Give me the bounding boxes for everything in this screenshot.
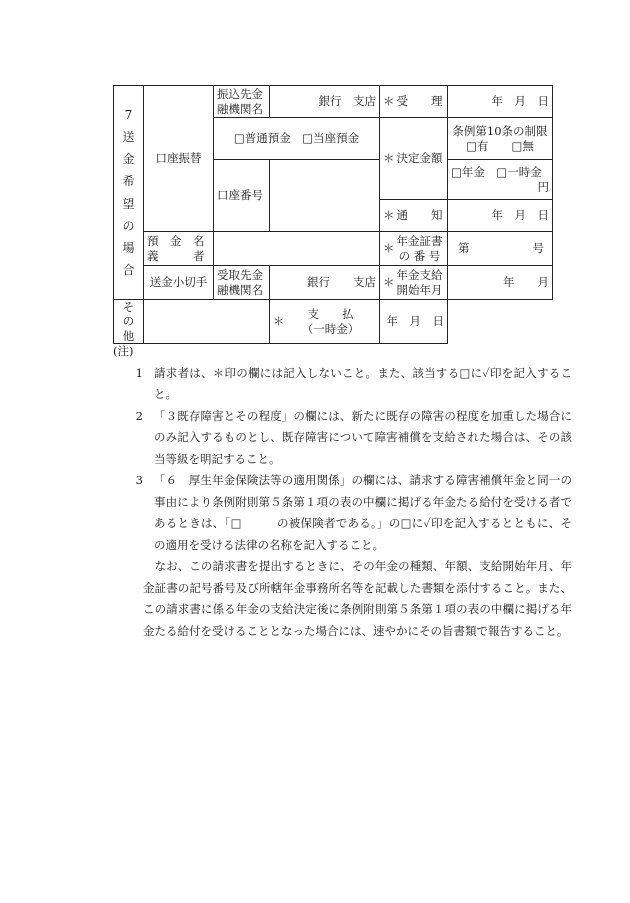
note-text: 「６ 厚生年金保険法等の適用関係」の欄には、請求する障害補償年金と同一の事由により条例附則第５条第１項の表の中欄に掲げる年金たる給付を受ける者であるときは、「□ の被保険者である。」の□に✓印を記入するとともに、その適用を受ける法律の名称を記入すること。 <box>154 473 572 552</box>
asterisk-mark: ＊ <box>383 241 395 256</box>
notes-paragraph: なお、この請求書を提出するときに、その年金の種類、年額、支給開始年月、年金証書の記号番号及び所轄年金事務所名等を記載した書類を添付すること。また、この請求書に係る年金の支給決定後に条例附則第５条第１項の表の中欄に掲げる年金たる給付を受けることとなった場合には、速やかにその旨書類で報告すること。 <box>143 559 572 638</box>
account-number-field[interactable] <box>270 160 380 232</box>
asterisk-mark: ＊ <box>383 151 395 166</box>
cert-no-prefix: 第 <box>458 241 470 256</box>
account-holder-field[interactable] <box>214 232 380 266</box>
decision-amount-label <box>380 118 448 200</box>
notice-date-field[interactable]: 年 月 日 <box>448 200 553 232</box>
notes-section <box>113 341 572 642</box>
pension-type-options: □年金 □一時金 <box>451 165 542 180</box>
asterisk-mark: ＊ <box>383 94 395 109</box>
section-heading-char: 場 <box>122 240 135 255</box>
decision-amount-text: 決定金額 <box>396 151 443 166</box>
cert-no-suffix: 号 <box>532 241 544 256</box>
start-month-line: 開始年月 <box>396 282 443 297</box>
section-heading-char: 望 <box>122 196 135 211</box>
note-item <box>116 406 572 471</box>
start-month-line: 年金支給 <box>396 268 443 283</box>
certificate-line: 年金証書 <box>396 234 443 249</box>
account-type-field[interactable]: □普通預金 □当座預金 <box>214 118 380 160</box>
asterisk-mark: ＊ <box>273 314 285 329</box>
postal-check-label: 送金小切手 <box>144 266 214 300</box>
recipient-bank-label: 受取先金融機関名 <box>214 266 270 300</box>
payment-line: （一時金） <box>301 321 360 336</box>
other-label: そ の 他 <box>114 300 144 344</box>
restriction-title: 条例第10条の制限 <box>452 124 548 139</box>
note-item <box>116 470 572 556</box>
restriction-options: □有 □無 <box>466 138 534 153</box>
bank-name-label: 振込先金融機関名 <box>214 86 270 118</box>
receipt-label <box>380 86 448 118</box>
start-month-label <box>380 266 448 300</box>
note-text: 「３既存障害とその程度」の欄には、新たに既存の障害の程度を加重した場合にのみ記入するものとし、既存障害について障害補償を支給された場合は、その該当等級を明記すること。 <box>154 408 572 466</box>
pension-type-field[interactable] <box>448 160 553 200</box>
section-heading-char: 送 <box>122 129 135 144</box>
asterisk-mark: ＊ <box>383 275 395 290</box>
account-transfer-label: 口座振替 <box>144 86 214 232</box>
section-heading-char: 希 <box>122 174 135 189</box>
section-7-heading <box>114 86 144 300</box>
payment-date-field[interactable]: 年 月 日 <box>380 300 448 344</box>
note-number: 1 <box>135 365 143 380</box>
certificate-number-field[interactable] <box>448 232 553 266</box>
section-heading-char: の <box>122 218 135 233</box>
yen-unit: 円 <box>537 179 549 194</box>
bank-name-field[interactable]: 銀行 支店 <box>270 86 380 118</box>
note-number: 3 <box>135 473 143 487</box>
receipt-text: 受 理 <box>396 94 443 109</box>
section-heading-char: 7 <box>124 107 133 122</box>
other-field[interactable] <box>144 300 270 344</box>
remittance-form-table <box>113 85 553 344</box>
certificate-line: の 番 号 <box>398 248 441 263</box>
account-holder-line: 預 金 名 <box>147 234 205 249</box>
receipt-date-field[interactable]: 年 月 日 <box>448 86 553 118</box>
notice-text: 通 知 <box>396 208 443 223</box>
account-holder-line: 義 者 <box>147 248 205 263</box>
start-month-field[interactable]: 年 月 <box>448 266 553 300</box>
section-heading-char: 合 <box>122 263 135 278</box>
notice-label <box>380 200 448 232</box>
asterisk-mark: ＊ <box>383 208 395 223</box>
payment-label <box>270 300 380 344</box>
restriction-field[interactable] <box>448 118 553 160</box>
note-number: 2 <box>135 408 143 423</box>
certificate-label <box>380 232 448 266</box>
note-text: 請求者は、＊印の欄には記入しないこと。また、該当する□に✓印を記入すること。 <box>154 365 572 401</box>
section-heading-char: 金 <box>122 152 135 167</box>
payment-line: 支 払 <box>307 307 354 322</box>
account-holder-label <box>144 232 214 266</box>
account-number-label: 口座番号 <box>214 160 270 232</box>
recipient-bank-field[interactable]: 銀行 支店 <box>270 266 380 300</box>
note-item <box>116 363 572 406</box>
notes-heading: (注) <box>113 344 134 358</box>
